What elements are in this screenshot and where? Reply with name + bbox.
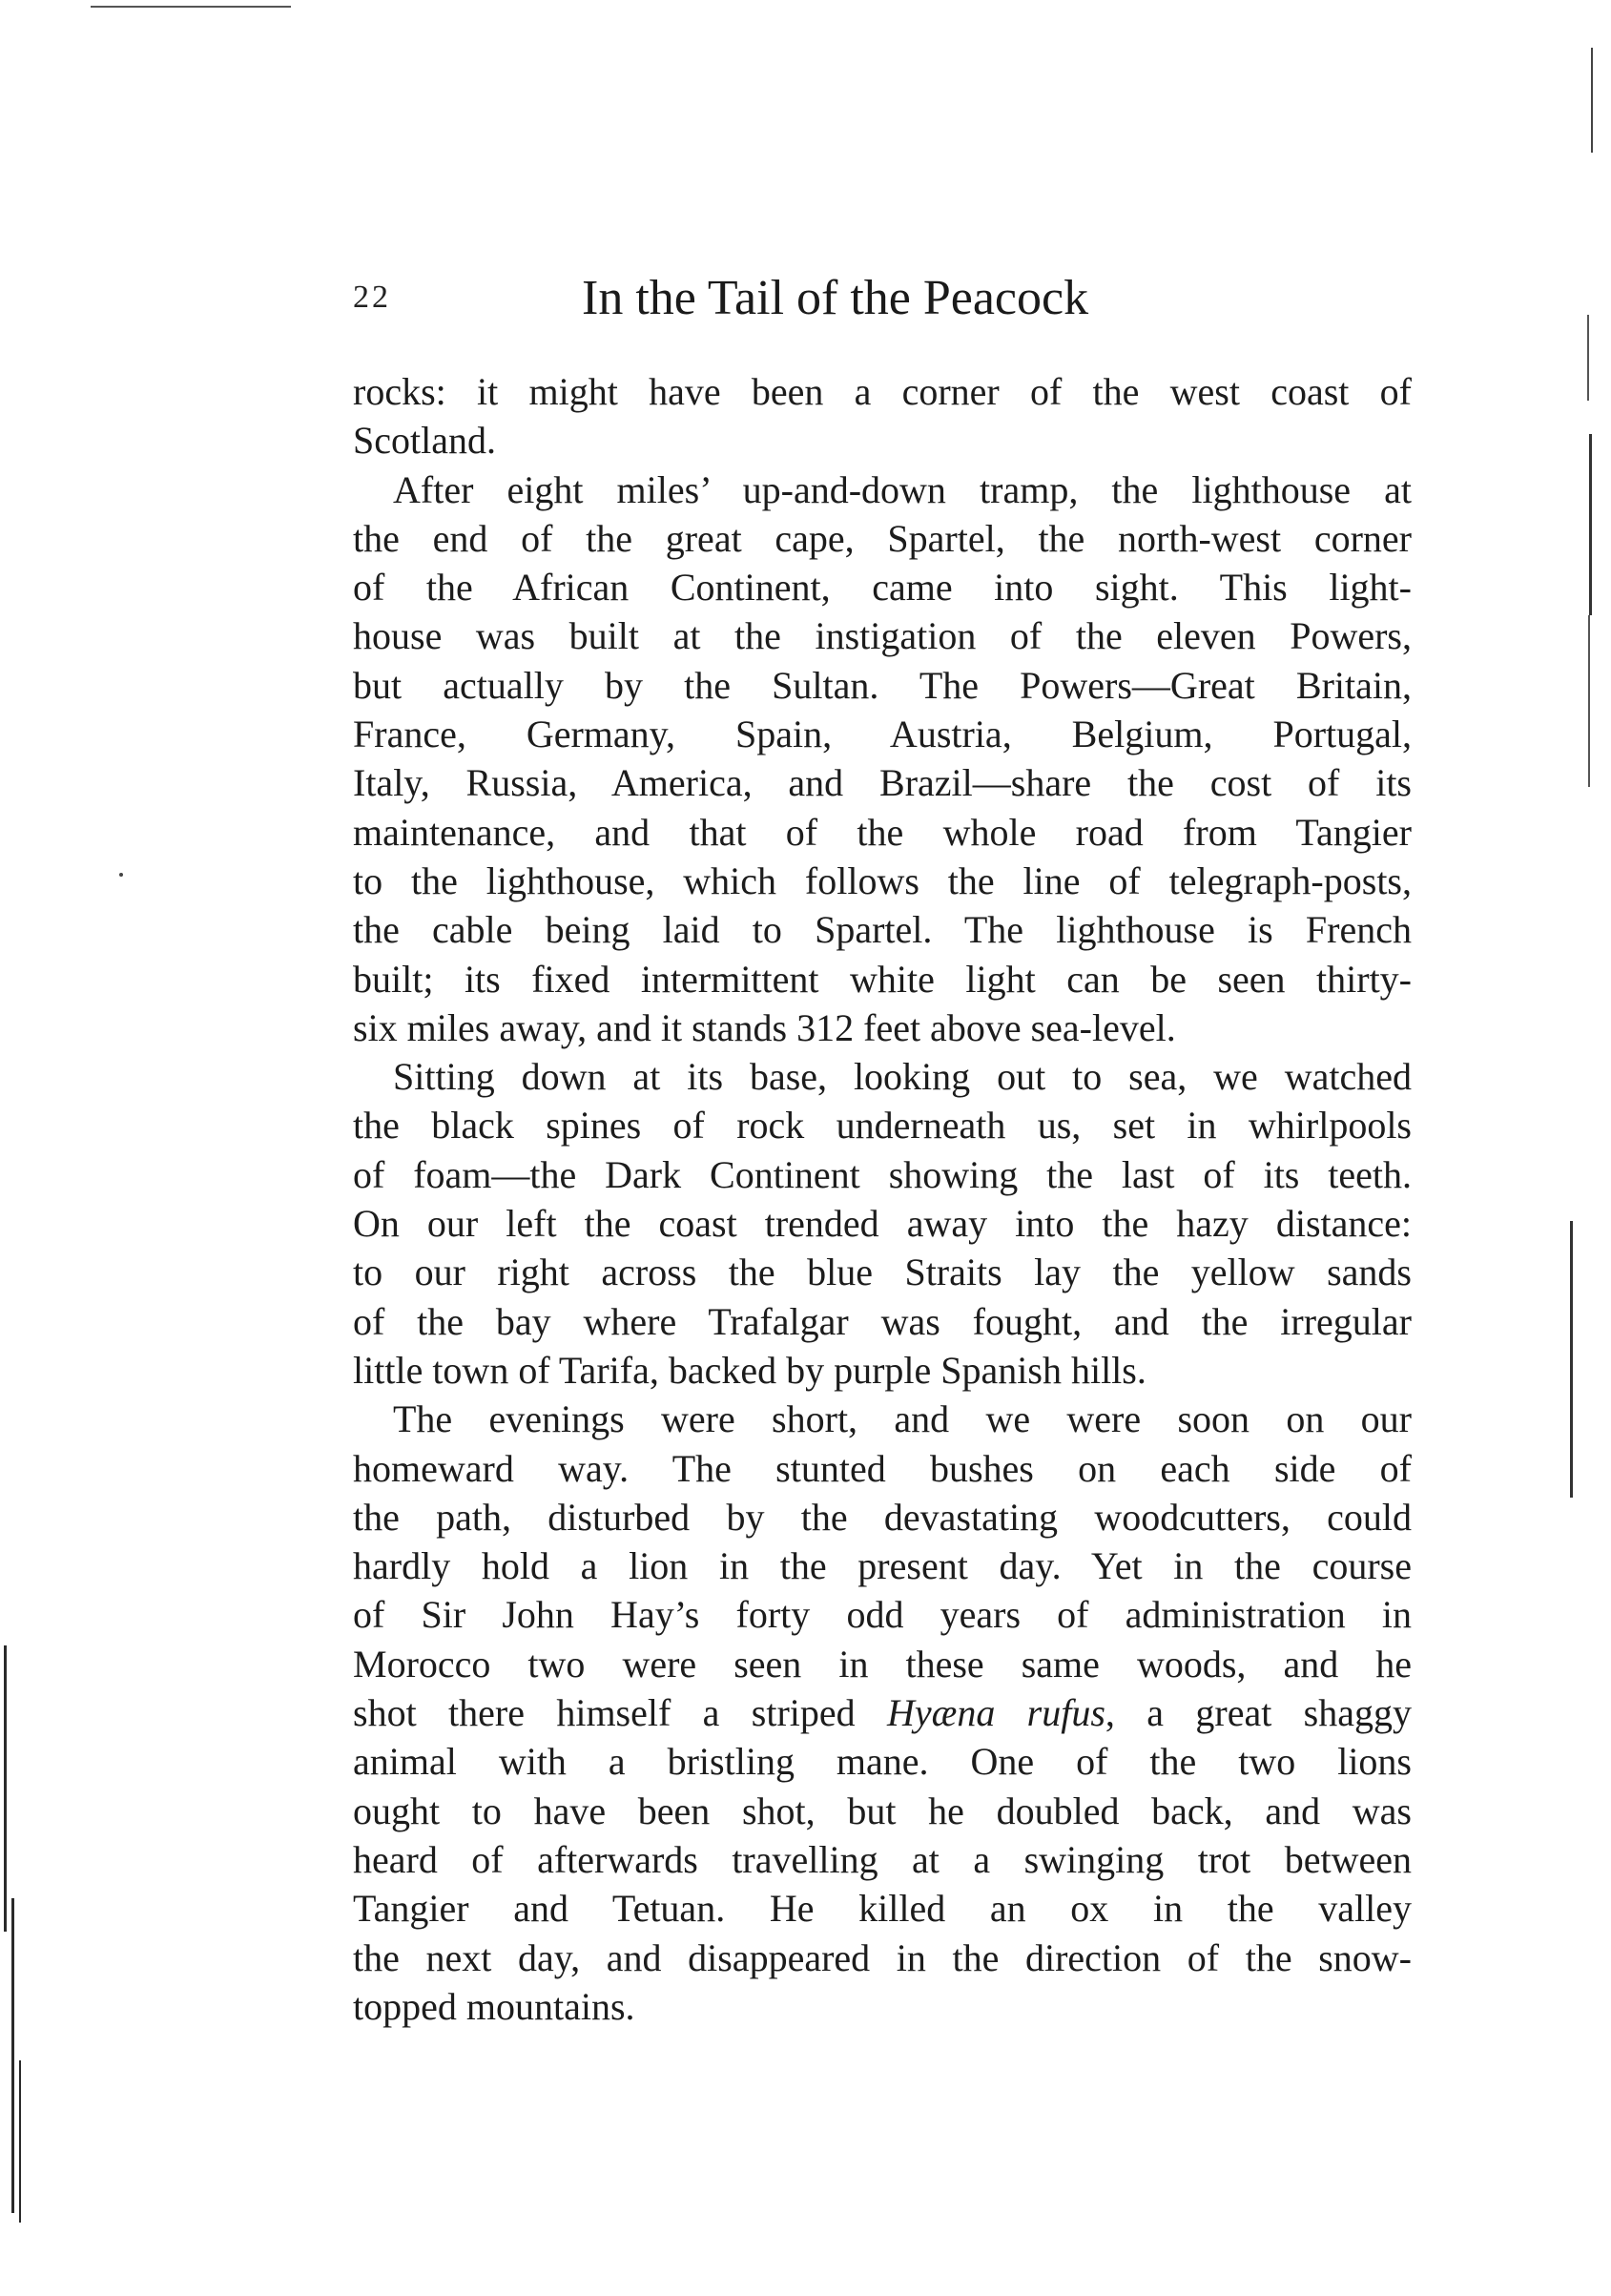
- scan-artifact-top-rule: [91, 6, 291, 8]
- text-line: to our right across the blue Straits lay the yellow sands: [353, 1251, 1412, 1294]
- text-line: animal with a bristling mane. One of the two lions: [353, 1740, 1412, 1784]
- text-line: of foam—the Dark Continent showing the last of its teeth.: [353, 1152, 1412, 1196]
- text-line: ought to have been shot, but he doubled back, and was: [353, 1789, 1412, 1832]
- running-head: [0, 270, 1611, 337]
- text-line: the cable being laid to Spartel. The lighthouse is French: [353, 908, 1412, 952]
- scan-speck: [119, 873, 123, 877]
- scan-artifact-right-edge: [1588, 615, 1590, 787]
- text-line: Italy, Russia, America, and Brazil—share the cost of its: [353, 761, 1412, 805]
- scan-artifact-right-edge: [1589, 434, 1592, 615]
- text-line: Scotland.: [353, 419, 496, 463]
- scan-artifact-left-edge: [19, 2060, 21, 2223]
- text-line: of the bay where Trafalgar was fought, and the irregular: [353, 1299, 1412, 1343]
- text-line-with-italic: [353, 1688, 1412, 1737]
- text-line: Morocco two were seen in these same woods, and he: [353, 1642, 1412, 1686]
- page-number: 22: [353, 279, 391, 315]
- text-line: After eight miles’ up-and-down tramp, the lighthouse at: [393, 467, 1412, 511]
- text-line: rocks: it might have been a corner of the west coast of: [353, 370, 1412, 413]
- scan-artifact-left-edge: [11, 1898, 14, 2213]
- text-line: six miles away, and it stands 312 feet above sea-level.: [353, 1005, 1176, 1049]
- text-line: but actually by the Sultan. The Powers—Great Britain,: [353, 663, 1412, 707]
- text-line: built; its fixed intermittent white light can be seen thirty-: [353, 957, 1412, 1001]
- text-line: France, Germany, Spain, Austria, Belgium, Portugal,: [353, 713, 1412, 756]
- text-line: On our left the coast trended away into the hazy distance:: [353, 1202, 1412, 1246]
- text-line: hardly hold a lion in the present day. Yet in the course: [353, 1544, 1412, 1588]
- scan-artifact-left-edge: [4, 1645, 7, 1932]
- text-line: little town of Tarifa, backed by purple Spanish hills.: [353, 1348, 1146, 1392]
- text-line: the end of the great cape, Spartel, the north-west corner: [353, 516, 1412, 560]
- scan-artifact-right-edge: [1591, 48, 1593, 153]
- text-line: topped mountains.: [353, 1984, 635, 2028]
- text-line: Sitting down at its base, looking out to sea, we watched: [393, 1055, 1412, 1099]
- page-title: In the Tail of the Peacock: [582, 271, 1089, 325]
- italic-species-name: Hyæna rufus: [887, 1691, 1105, 1735]
- text-line: Tangier and Tetuan. He killed an ox in the valley: [353, 1887, 1412, 1931]
- text-line: the next day, and disappeared in the direction of the snow-: [353, 1935, 1412, 1979]
- scan-artifact-right-edge: [1570, 1221, 1573, 1498]
- text-line: The evenings were short, and we were soon on our: [393, 1397, 1412, 1441]
- text-line: house was built at the instigation of the eleven Powers,: [353, 614, 1412, 658]
- text-line: the black spines of rock underneath us, set in whirlpools: [353, 1104, 1412, 1148]
- text-line: homeward way. The stunted bushes on each side of: [353, 1446, 1412, 1490]
- text-line: maintenance, and that of the whole road from Tangier: [353, 810, 1412, 854]
- text-segment: shot there himself a striped: [353, 1691, 887, 1735]
- text-line: heard of afterwards travelling at a swinging trot between: [353, 1837, 1412, 1881]
- text-segment: , a great shaggy: [1105, 1691, 1412, 1735]
- text-line: of the African Continent, came into sight. This light-: [353, 566, 1412, 610]
- text-line: the path, disturbed by the devastating woodcutters, could: [353, 1495, 1412, 1539]
- text-line: to the lighthouse, which follows the line of telegraph-posts,: [353, 858, 1412, 902]
- body-text: [353, 367, 1412, 2031]
- text-line: of Sir John Hay’s forty odd years of administration in: [353, 1593, 1412, 1637]
